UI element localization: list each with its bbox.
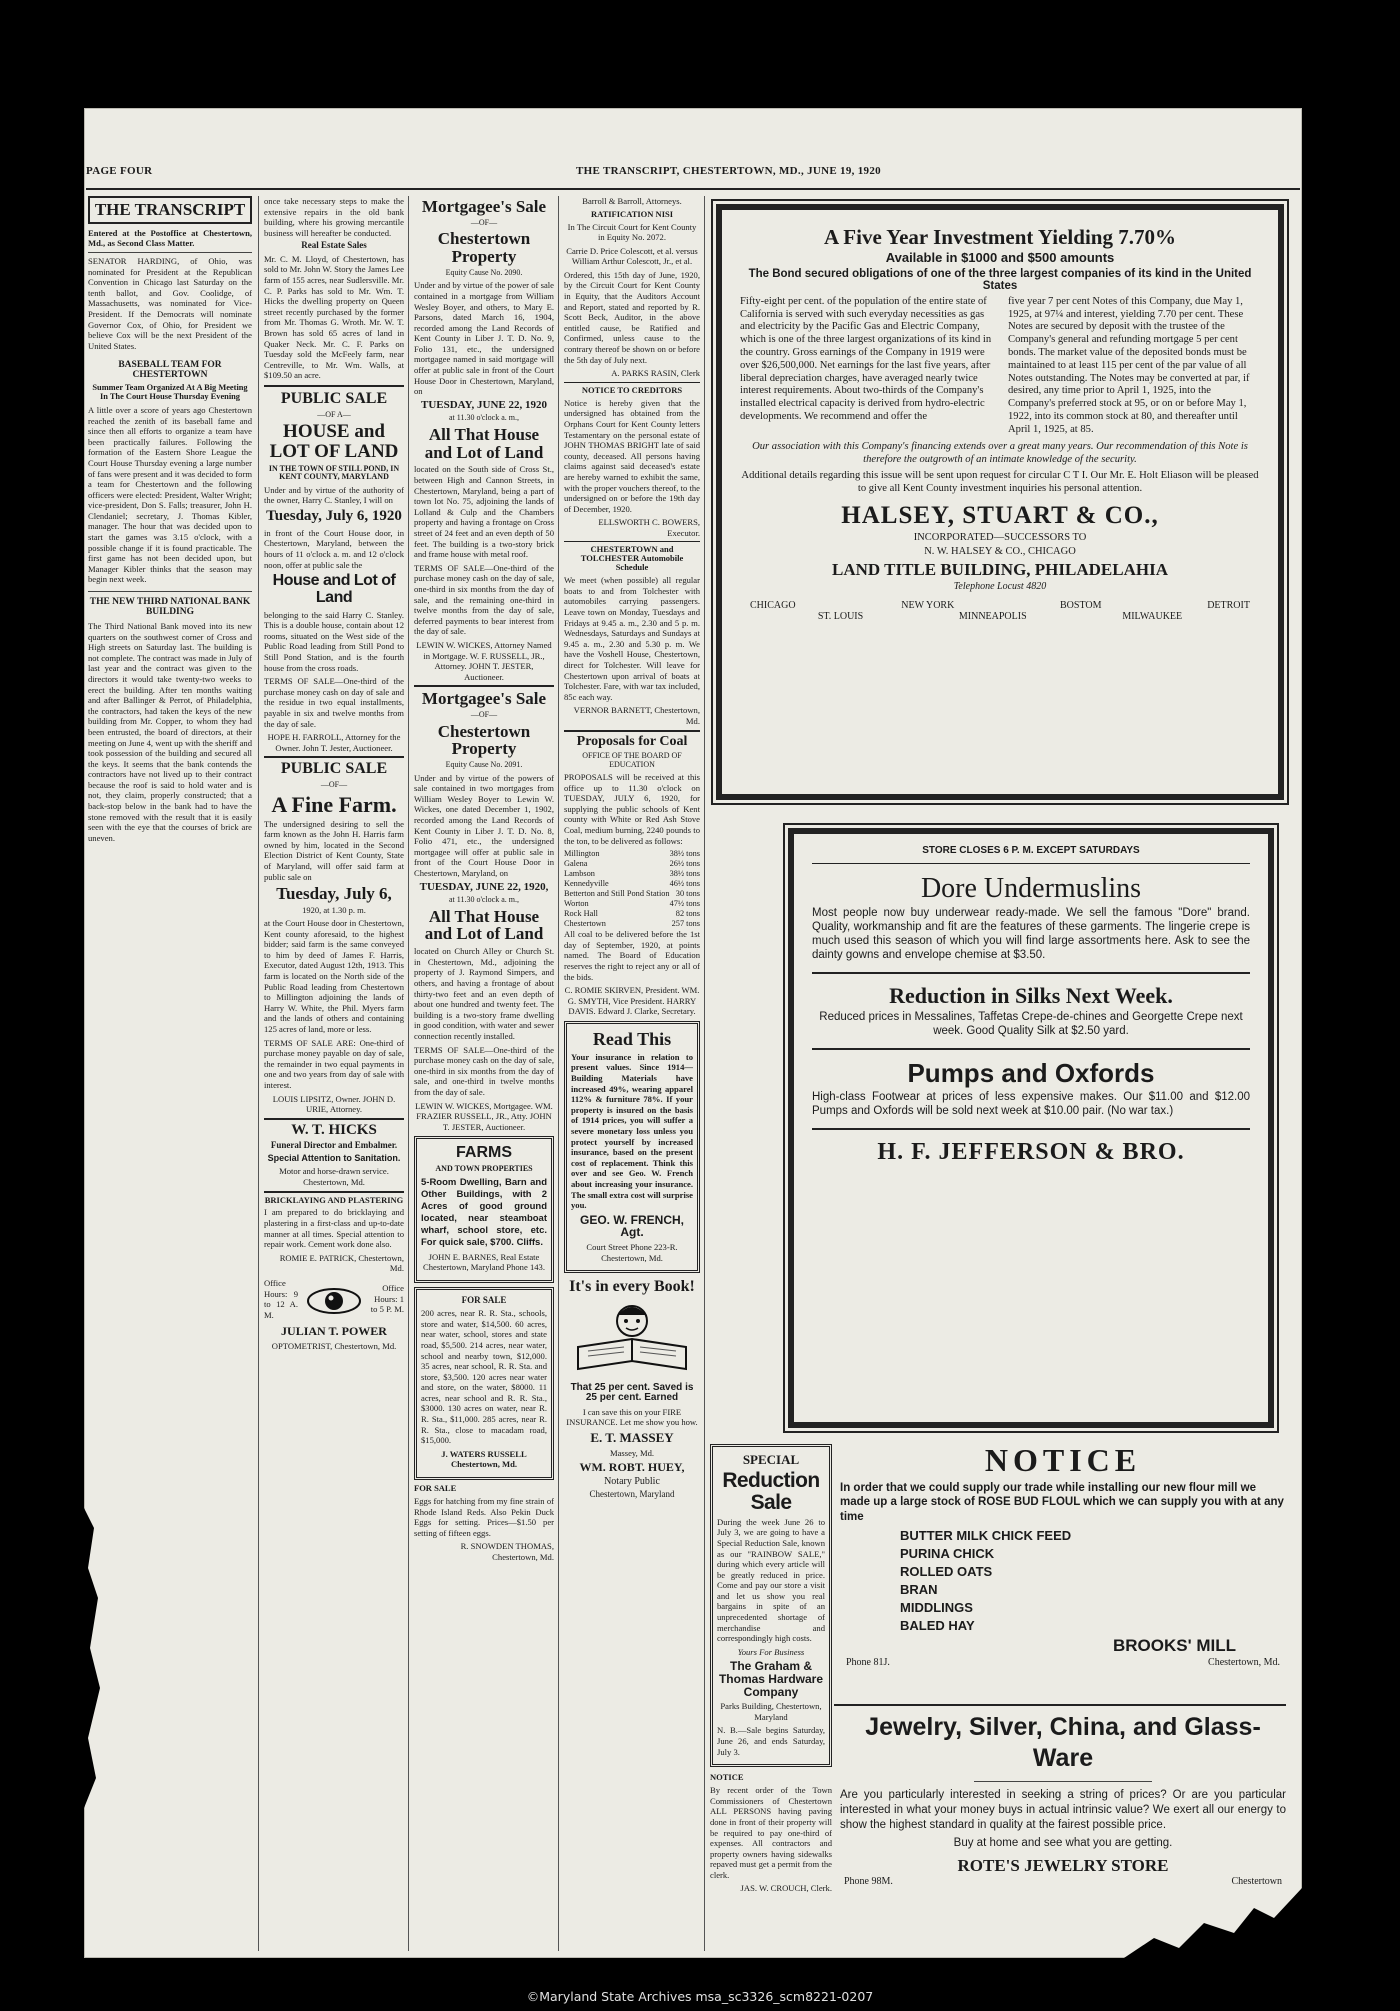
ad-heading: Dore Undermuslins [920,872,1142,904]
reading-child-icon [564,1299,700,1377]
read-this-ad [564,1021,700,1273]
column-3 [414,196,554,1951]
ad-text: Carrie D. Price Colescott, et al. versus William Arthur Colescott, Jr., et al. [566,245,698,267]
ad-bold-text: That 25 per cent. Saved is 25 per cent. Earned [570,1381,694,1404]
divider [564,382,700,383]
ad-big: HOUSE and LOT OF LAND [269,421,399,463]
ad-phone: Phone 81J. [846,1656,890,1668]
ad-text: I can save this on your FIRE INSURANCE. Let me show you how. [566,1406,698,1428]
coal-rate-tons: 30 tons [675,889,700,899]
ad-text: Under and by virtue of the authority of the owner, Harry C. Stanley, I will on [264,484,404,506]
header-rule [86,188,1300,190]
divider [264,1191,404,1193]
ad-text: Most people now buy underwear ready-made. We sell the famous "Dore" brand. Quality, workmanship and fit are the features of these garments. The lingerie crepe is much used this season of which you will find large assortments here. Ask to see the dainty gowns and envelope chemise at $3.50. [812,906,1250,961]
page-number: PAGE FOUR [86,165,153,177]
coal-rate-row [564,849,700,859]
ad-of: —OF— [320,780,348,790]
divider [564,730,700,732]
ad-text: in front of the Court House door, in Chestertown, Maryland, between the hours of 11 o'clock a. m. and 12 o'clock noon, offer at public sale the [264,527,404,570]
ad-text: Your insurance in relation to present values. Since 1914—Building Materials have increased 49%, wearing apparel 112% & furniture 78%. If your property is insured on the basis of 1914 prices, you will suffer a severe monetary loss unless you protect yourself by increased insurance, based on the present cost of replacement. Think this over and see Geo. W. French about increasing your insurance. The small extra cost will surprise you. [571,1051,693,1211]
bond-availability: Available in $1000 and $500 amounts [885,250,1115,266]
ad-heading: Proposals for Coal [576,733,688,749]
reduction-sale-column [710,1444,832,1944]
ad-terms: TERMS OF SALE—One-third of the purchase money cash on day of sale and the residue in two equal installments, payable in six and twelve months from the day of sale. [264,676,404,729]
sale-time: at 11.30 o'clock a. m., [448,413,519,423]
sale-time: 1920, at 1.30 p. m. [302,905,366,916]
ad-text: OPTOMETRIST, Chestertown, Md. [271,1340,397,1351]
ad-firm: H. F. JEFFERSON & BRO. [877,1139,1185,1166]
ad-signature: LOUIS LIPSITZ, Owner. JOHN D. URIE, Attorney. [272,1093,396,1115]
brooks-mill-ad [840,1442,1286,1700]
jefferson-ad [788,828,1274,1428]
ad-signature: E. T. MASSEY [590,1430,674,1446]
bond-building: LAND TITLE BUILDING, PHILADELAHIA [832,559,1168,579]
ad-text: Under and by virtue of the powers of sale contained in two mortgages from William Wesley Boyer to Lewin W. Wickes, one dated December 1, 1902, recorded among the Land Records of Kent County in Liber J. T. D. No. 8, Folio 471, etc., the undersigned mortgagee will offer at public sale in front of the Court House Door in Chestertown, Maryland, on [414,772,554,878]
torn-paper-edge-icon [84,1508,106,1808]
ad-text: During the week June 26 to July 3, we are going to have a Special Reduction Sale, known as our "RAINBOW SALE," during which every article will be greatly reduced in price. Come and pay our store a visit and let us show you real bargains in spite of an unprecedented shortage of merchandise and correspondingly high costs. [717,1516,825,1644]
for-sale-ad [414,1287,554,1480]
ad-firm: The Graham & Thomas Hardware Company [718,1659,824,1699]
column-rule [258,196,259,1951]
article-paragraph: SENATOR HARDING, of Ohio, was nominated for President at the Republican Convention in Chicago last Saturday on the tenth ballot, and Gov. Coolidge, of Massachusetts, was nominated for Vice-President. If the Democrats will nominate Governor Cox, of Ohio, for President we believe Cox will be the next President of the United States. [88,256,252,351]
mill-item: PURINA CHICK [900,1546,995,1562]
divider [88,591,252,592]
notary-name: WM. ROBT. HUEY, [579,1460,685,1475]
ad-location: Chestertown [1231,1876,1282,1888]
bond-details: Additional details regarding this issue will be sent upon request for circular C T I. Our Mr. E. Holt Eliason will be pleased to give all Kent County investment inquiries his personal attention. [741,469,1259,494]
coal-rate-tons: 46½ tons [669,879,700,889]
coal-rate-place: Worton [564,899,589,909]
ad-signature: HOPE H. FARROLL, Attorney for the Owner. John T. Jester, Auctioneer. [267,732,401,753]
divider [812,972,1250,974]
bond-title: A Five Year Investment Yielding 7.70% [824,225,1176,249]
bond-text-left: Fifty-eight per cent. of the population of the entire state of California is served with such everyday necessities as gas and electricity by the Pacific Gas and Electric Company, which is one of the three largest organizations of its kind in the country. Gross earnings of the Company in 1919 were over $26,500,000. Net earnings for the last five years, after liberal depreciation charges, have averaged nearly twice interest requirements. About two-thirds of the Company's installed electrical capacity is derived from hydro-electric developments. We recommend and offer the [740,295,992,422]
ad-signature: ROMIE E. PATRICK, Chestertown, Md. [279,1252,404,1274]
ad-text: 200 acres, near R. R. Sta., schools, store and water, $14,500. 60 acres, near water, school, stores and state road, $5,500. 214 acres, near water, school and nearby town, $12,000. 35 acres, near school, R. R. Sta. and store, $3,500. 120 acres near water and store, on the water, $8000. 11 acres, near school and R. R. Sta., $3000. 130 acres on water, near R. R. Sta., $11,000. 285 acres, near R. R. Sta., close to macadam road, $15,000. [421,1308,547,1446]
coal-rate-row [564,879,700,889]
bond-ad [716,204,1284,800]
ad-text: 5-Room Dwelling, Barn and Other Buildings, with 2 Acres of good ground located, near steamboat wharf, school store, etc. For quick sale, $700. Cliffs. [421,1176,547,1248]
ad-text: at the Court House door in Chestertown, Kent county aforesaid, to the highest bidder; said farm is the same conveyed to him by deed of James F. Harris, Executor, dated August 12th, 1913. This farm is located on the North side of the Public Road leading from Chestertown to Millington adjoining the lands of Harry W. White, the Phil. Myers farm and the lands of others and containing 125 acres of land, more or less. [264,918,404,1034]
ad-text: Parks Building, Chestertown, Maryland [720,1701,822,1722]
divider [88,252,252,253]
article-paragraph: A little over a score of years ago Chestertown reached the zenith of its baseball fame and since then all efforts to organize a team have been practically failures. Following the formation of the Eastern Shore League the Court House Thursday evening a large number of fans were present and it was decided to form a team for Chestertown and the following officers were elected: President, Walter Wright; vice-president, Don S. Falls; treasurer, John H. Clendaniel; secretary, J. Thomas Kibler, manager. The hour that was decided upon to start the games was 3.15 o'clock, with a possible change if it is found practicable. The first game has not been decided upon, but Manager Kibler thinks that the season may begin next week. [88,404,252,585]
coal-rate-row [564,859,700,869]
ad-heading: PUBLIC SALE [280,760,388,778]
coal-rate-tons: 26½ tons [669,859,700,869]
divider [564,541,700,542]
archive-credit: ©Maryland State Archives msa_sc3326_scm8221-0207 [526,1989,874,2004]
bond-secured: The Bond secured obligations of one of the three largest companies of its kind in the United States [748,267,1252,292]
ad-heading: W. T. HICKS [291,1121,377,1138]
ad-signature: VERNOR BARNETT, Chestertown, Md. [573,705,700,726]
ad-location: IN THE TOWN OF STILL POND, IN KENT COUNTY, MARYLAND [268,464,400,482]
office-hours-left: Office Hours: 9 to 12 A. M. [264,1278,298,1320]
ad-subheading: Funeral Director and Embalmer. [270,1140,398,1151]
divider [812,1048,1250,1050]
ad-text: In order that we could supply our trade while installing our new flour mill we made up a large stock of ROSE BUD FLOUL which we can supply you with at any time [840,1481,1284,1523]
divider [264,1118,404,1120]
ad-subheading: Special Attention to Sanitation. [267,1152,401,1163]
mill-footer [840,1658,1286,1672]
coal-rate-tons: 38½ tons [669,849,700,859]
coal-rate-place: Galena [564,859,588,869]
ad-terms: TERMS OF SALE ARE: One-third of purchase money payable on day of sale, the remainder in two equal payments in one and two years from day of sale with interest. [264,1037,404,1090]
ad-heading: Reduction Sale [722,1468,820,1514]
ad-text: Reduced prices in Messalines, Taffetas Crepe-de-chines and Georgette Crepe next week. Good Quality Silk at $2.50 yard. [819,1010,1243,1037]
article-heading: BASEBALL TEAM FOR CHESTERTOWN [118,360,222,381]
ad-big: All That House and Lot of Land [424,906,544,944]
bond-firm-sub: INCORPORATED—SUCCESSORS TO [913,531,1087,543]
newspaper-page [84,108,1302,1958]
ad-heading: RATIFICATION NISI [590,208,674,219]
divider [812,863,1250,864]
bond-firm: HALSEY, STUART & CO., [841,501,1159,529]
city-list [740,600,1260,611]
city-name: NEW YORK [901,600,955,612]
section-heading: Real Estate Sales [301,240,367,251]
ad-signature: A. PARKS RASIN, Clerk [611,368,700,379]
coal-rate-row [564,919,700,929]
city-name: DETROIT [1207,600,1250,612]
ad-terms: TERMS OF SALE—One-third of the purchase money cash on the day of sale, one-third in six months from the day of sale, and one-third in twelve months from the day of sale. [414,1044,554,1097]
coal-rate-place: Millington [564,849,600,859]
ad-text: The undersigned desiring to sell the farm known as the John H. Harris farm owned by him, located in the Second Election District of Kent County, State of Maryland, will offer said farm at public sale on [264,818,404,882]
ad-heading: BRICKLAYING AND PLASTERING [264,1194,404,1205]
ad-closing: Yours For Business [737,1646,805,1657]
ad-heading: Reduction in Silks Next Week. [889,982,1173,1008]
divider [812,1128,1250,1130]
ad-top: SPECIAL [742,1452,800,1467]
entered-notice: Entered at the Postoffice at Chestertown, Md., as Second Class Matter. [88,227,252,249]
coal-rate-row [564,899,700,909]
ad-text: Motor and horse-drawn service. Chestertown, Md. [279,1166,389,1187]
ad-heading: Mortgagee's Sale [421,689,547,709]
column-rule [704,196,705,1951]
ad-big: A Fine Farm. [271,791,397,817]
coal-rate-place: Rock Hall [564,909,598,919]
ad-subheading: OFFICE OF THE BOARD OF EDUCATION [582,751,682,769]
mill-item: MIDDLINGS [900,1600,973,1616]
ad-text: located on the South side of Cross St., between High and Cannon Streets, in Chestertown, Maryland, being a part of town lot No. 75, adjoining the lands of Lolland & Culp and the Chambers property and having a frontage on Cross street of 24 feet and an even depth of 50 feet. The building is a two-story brick and frame house with metal roof. [414,464,554,560]
ad-heading: FOR SALE [461,1294,507,1305]
ad-signature: LEWIN W. WICKES, Mortgagee. WM. FRAZIER RUSSELL, JR., Atty. JOHN T. JESTER, Auctioneer. [415,1100,553,1132]
ad-signature: J. WATERS RUSSELL Chestertown, Md. [441,1448,527,1470]
coal-rate-tons: 47½ tons [669,899,700,909]
notice-text: By recent order of the Town Commissioners of Chestertown ALL PERSONS having paving done in front of their property will be required to pay one-third of expenses. All contractors and property owners having sidewalks repaved must get a permit from the clerk. [710,1785,832,1880]
ad-text: I am prepared to do bricklaying and plastering in a first-class and up-to-date manner at all times. Special attention to repair work. Cement work done also. [264,1207,404,1250]
column-4 [564,196,700,1951]
article-heading: THE NEW THIRD NATIONAL BANK BUILDING [89,597,251,617]
ad-big: Chestertown Property [437,721,531,759]
column-1 [88,196,252,1951]
ad-text: Ordered, this 15th day of June, 1920, by the Circuit Court for Kent County in Equity, that the Auditors Account and Report, stated and reported by R. Scott Beck, Auditor, in the above entitled cause, be Ratified and Confirmed, unless cause to the contrary thereof be shown on or before the 5th day of July next. [564,269,700,365]
mill-item: BUTTER MILK CHICK FEED [900,1528,1072,1544]
city-name: BOSTOM [1060,600,1102,612]
coal-rate-place: Lambson [564,869,595,879]
bond-columns [740,296,1260,440]
city-name: ST. LOUIS [817,611,864,623]
store-hours: STORE CLOSES 6 P. M. EXCEPT SATURDAYS [922,845,1140,856]
sale-date: Tuesday, July 6, 1920 [266,507,402,524]
sale-date: TUESDAY, JUNE 22, 1920, [419,880,549,893]
ad-text: Buy at home and see what you are getting. [953,1836,1173,1849]
mill-items [840,1527,1286,1635]
coal-rate-row [564,869,700,879]
ad-heading: Mortgagee's Sale [421,197,547,216]
ad-text: Are you particularly interested in seeking a string of prices? Or are you particular interested in what your money buys in actual intrinsic value? We exert all our energy to show the highest standard in quality at the fairest possible price. [840,1788,1286,1831]
article-paragraph: once take necessary steps to make the extensive repairs in the old bank building, where his growing mercantile business will hereafter be conducted. [264,196,404,238]
ad-text: located on Church Alley or Church St. in Chestertown, Md., adjoining the property of J. Raymond Simpers, and others, and having a frontage of about thirty-two feet and an even depth of about one hundred and twenty feet. The building is a two-story frame dwelling in good condition, with water and sewer connection recently installed. [414,946,554,1041]
ad-location: Chestertown, Md. [1208,1656,1280,1668]
ad-heading: FARMS [456,1144,512,1162]
bond-phone: Telephone Locust 4820 [953,580,1047,592]
mill-item: ROLLED OATS [900,1564,993,1580]
article-paragraph: Mr. C. M. Lloyd, of Chestertown, has sold to Mr. John W. Story the James Lee farm of 155 acres, near Sudlersville. Mr. C. P. Parks has sold to Mr. Wm. T. Hicks the dwelling property on Queen street recently purchased by the former from Mr. Thomas G. Wroth. Mr. W. T. Brown has sold 65 acres of land in Quaker Neck. Mr. C. F. Parks on Tuesday sold the McFeely farm, near Centreville, to Mr. Wm. Walls, at $109.50 an acre. [264,253,404,381]
masthead: THE TRANSCRIPT, CHESTERTOWN, MD., JUNE 19, 1920 [576,165,881,177]
ad-big: Chestertown Property [437,229,531,267]
bond-text-right: five year 7 per cent Notes of this Company, due May 1, 1925, at 97¼ and interest, yielding 7.70 per cent. These Notes are secured by deposit with the trustee of the Company's general and refunding mortgage 5 per cent bonds. The market value of the deposited bonds must be maintained to at least 115 per cent of the par value of all Notes outstanding. The Notes may be converted at par, if desired, any time prior to April 1, 1925, into the Company's preferred stock at 95, or on or before May 1, 1922, into its common stock at 80, and thereafter until April 1, 1925, at 85. [1008,295,1250,435]
coal-rate-place: Chestertown [564,919,606,929]
column-rule [558,196,559,1951]
divider [264,385,404,387]
sale-time: at 11.30 o'clock a. m., [448,895,519,905]
bond-firm-sub2: N. W. HALSEY & CO., CHICAGO [924,545,1076,557]
ad-heading: JULIAN T. POWER [281,1324,387,1339]
ad-signature: JOHN E. BARNES, Real Estate Chestertown, Maryland Phone 143. [423,1251,545,1273]
ad-text: We meet (when possible) all regular boats to and from Tolchester with automobiles carrying passengers. Leave town on Monday, Tuesdays and Fridays at 9.45 a. m., 2.30 and 5 p. m. Wednesdays, Saturdays and Sundays at 9.45 a. m., 2.30 and 5.30 p. m. We have the Voshell House, Chestertown, direct for Tolchester. Will leave for Chestertown upon arrival of boats at Tolchester. Fare, with war tax included, 85c each way. [564,575,700,702]
reduction-sale-ad [710,1444,832,1767]
bond-association: Our association with this Company's financing extends over a great many years. Our recommendation of this Note is therefore the outgrowth of an intimate knowledge of the security. [752,440,1248,465]
ad-phone: Phone 98M. [844,1876,893,1888]
notary-location: Chestertown, Maryland [589,1489,675,1500]
article-subheading: Summer Team Organized At A Big Meeting In The Court House Thursday Evening [92,383,248,402]
ad-heading: Pumps and Oxfords [907,1057,1155,1088]
ad-of: —OF— [470,217,498,227]
ad-text: Notice is hereby given that the undersigned has obtained from the Orphans Court for Kent County letters Testamentary on the personal estate of JOHN THOMAS BRIGHT late of said county, deceased. All persons having claims against said deceased's estate are hereby warned to exhibit the same, with the proper vouchers thereof, to the undersigned on or before the 19th day of December, 1920. [564,397,700,514]
coal-rate-tons: 38½ tons [669,869,700,879]
notary-title: Notary Public [604,1475,660,1487]
office-hours-right: Office Hours: 1 to 5 P. M. [370,1283,404,1315]
article-paragraph: The Third National Bank moved into its new quarters on the southwest corner of Cross and High streets on Saturday last. The building is not complete. The contract was made in July of last year and the contract was given to the directors it would take twenty-two weeks to erect the building. After ten months waiting and after Ballinger & Perrot, of Philadelphia, the contractors, had taken the keys of the new building from Mr. Copper, to whom they had been entrusted, the board of directors, at their meeting on June 4, went up with the sheriff and took possession of the building and secured all the keys. It seems that the bank contends the contractors have not lived up to their contract because the roof is said to hold water and is not, they claim, properly constructed; that a back-stop below in the bank had to have the stone removed with the result that it is easily seen with the eye that the courses of brick are uneven. [88,620,252,843]
sale-date: TUESDAY, JUNE 22, 1920 [420,398,548,411]
ad-terms: TERMS OF SALE—One-third of the purchase money cash on the day of sale, one-third in six months from the day of sale, and the remaining one-third in twelve months from the day of sale, deferred payments to bear interest from the day of sale. [414,562,554,637]
ad-signature: LEWIN W. WICKES, Attorney Named in Mortgage. W. F. RUSSELL, JR., Attorney. JOHN T. JESTER, Auctioneer. [416,639,552,682]
ad-text: Eggs for hatching from my fine strain of Rhode Island Reds. Also Pekin Duck Eggs for setting. Prices—$1.50 per setting of fifteen eggs. [414,1495,554,1538]
ad-subheading: AND TOWN PROPERTIES [435,1164,533,1174]
ad-of: —OF— [470,710,498,720]
ad-text: Court Street Phone 223-R. Chestertown, Md. [586,1241,678,1263]
ad-signature: R. SNOWDEN THOMAS, Chestertown, Md. [460,1541,554,1562]
paper-title: THE TRANSCRIPT [94,200,246,219]
ad-text: belonging to the said Harry C. Stanley. This is a double house, contain about 12 rooms, situated on the West side of the Public Road leading from Still Pond to Still Pond Station, and is the fourth house from the cross roads. [264,609,404,673]
ad-text: High-class Footwear at prices of less expensive makes. Our $11.00 and $12.00 Pumps and Oxfords will be sold next week at $10.00 pair. (No war tax.) [812,1091,1250,1118]
column-2 [264,196,404,1951]
city-name: MINNEAPOLIS [958,611,1027,623]
coal-rate-tons: 82 tons [675,909,700,919]
ad-text: All coal to be delivered before the 1st day of September, 1920, at points named. The Board of Education reserves the right to reject any or all of the bids. [564,929,700,982]
equity-cause: Equity Cause No. 2091. [445,760,523,770]
ad-signature: C. ROMIE SKIRVEN, President. WM. G. SMYTH, Vice President. HARRY DAVIS. Edward J. Clarke, Secretary. [564,985,700,1017]
mill-item: BALED HAY [900,1618,975,1634]
ad-firm: BROOKS' MILL [1112,1636,1236,1656]
city-name: MILWAUKEE [1122,611,1183,623]
mill-item: BRAN [900,1582,938,1598]
divider [414,685,554,687]
ad-heading: NOTICE [984,1442,1142,1478]
coal-rate-tons: 257 tons [671,919,700,929]
ad-heading: Read This [592,1028,672,1049]
eye-icon [306,1286,362,1316]
optometrist-ad [264,1278,404,1323]
notice-signature: JAS. W. CROUCH, Clerk. [740,1883,832,1894]
ad-heading: PUBLIC SALE [280,389,388,407]
ad-firm: ROTE'S JEWELRY STORE [957,1855,1169,1875]
equity-cause: Equity Cause No. 2090. [445,267,523,277]
farms-ad [414,1136,554,1282]
sale-date: Tuesday, July 6, [276,884,392,904]
city-list [740,611,1260,622]
ad-text: N. B.—Sale begins Saturday, June 26, and ends Saturday, July 3. [717,1725,825,1757]
torn-paper-edge-icon [1124,1878,1302,1958]
ad-heading: It's in every Book! [569,1278,695,1296]
ad-heading: Jewelry, Silver, China, and Glass-Ware [865,1713,1261,1773]
ad-signature: ELLSWORTH C. BOWERS, Executor. [598,517,700,538]
ad-big: House and Lot of Land [272,572,396,606]
divider [974,1781,1152,1782]
coal-rate-place: Betterton and Still Pond Station [564,889,670,899]
paper-title-box [88,196,252,224]
ad-signature: GEO. W. FRENCH, Agt. [579,1212,684,1240]
column-rule [408,196,409,1951]
divider [264,756,404,758]
coal-rates-list [564,849,700,929]
divider [834,1704,1286,1706]
city-name: CHICAGO [750,600,796,612]
ad-text: PROPOSALS will be received at this office up to 11.30 o'clock on TUESDAY, JULY 6, 1920, for supplying the public schools of Kent county with White or Red Ash Stove Coal, medium burning, 2240 pounds to the ton, to be delivered as follows: [564,772,700,846]
ad-text: Barroll & Barroll, Attorneys. [582,196,682,206]
ad-heading: FOR SALE [414,1483,457,1494]
ad-big: All That House and Lot of Land [424,424,544,462]
ad-text: Massey, Md. [609,1447,655,1458]
ad-text: In The Circuit Court for Kent County in Equity No. 2072. [567,221,697,243]
ad-text: Under and by virtue of the power of sale contained in a mortgage from William Wesley Boyer, and others, to Mary E. Parsons, dated March 16, 1904, recorded among the Land Records of Kent County in Liber J. T. D. No. 9, Folio 131, etc., the undersigned mortgagee named in said mortgage will offer at public sale in front of the Court House Door in Chestertown, Maryland, on [414,280,554,397]
coal-rate-row [564,909,700,919]
ad-heading: CHESTERTOWN and TOLCHESTER Automobile Schedule [580,544,684,573]
coal-rate-place: Kennedyville [564,879,609,889]
notice-heading: NOTICE [710,1772,744,1783]
ad-of: —OF A— [317,409,351,419]
coal-rate-row [564,889,700,899]
ad-heading: NOTICE TO CREDITORS [581,384,683,395]
